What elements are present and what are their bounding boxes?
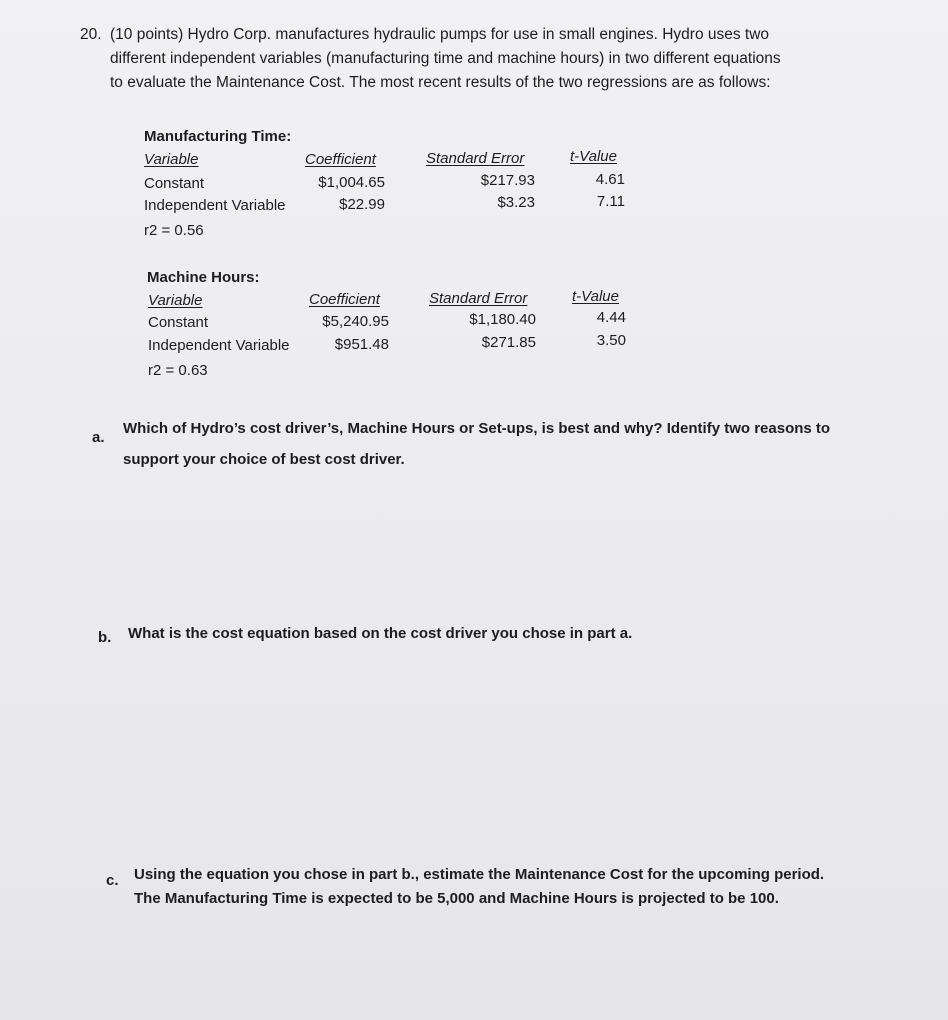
row-independent-variable: Independent Variable xyxy=(148,337,290,354)
header-standard-error: Standard Error xyxy=(429,290,528,307)
header-standard-error: Standard Error xyxy=(426,150,525,167)
part-c-label: c. xyxy=(106,872,119,889)
row-constant-variable: Constant xyxy=(144,175,205,192)
part-a-line-2: support your choice of best cost driver. xyxy=(123,451,405,468)
row-independent-coefficient: $22.99 xyxy=(339,196,385,213)
part-c-line-2: The Manufacturing Time is expected to be 5,000 and Machine Hours is projected to be 100. xyxy=(134,890,779,907)
row-independent-t-value: 7.11 xyxy=(596,193,625,210)
row-independent-std-error: $271.85 xyxy=(481,334,536,351)
question-number: 20. xyxy=(80,26,102,43)
row-independent-variable: Independent Variable xyxy=(144,197,286,214)
header-coefficient: Coefficient xyxy=(305,151,376,168)
header-variable: Variable xyxy=(148,292,203,309)
regression-title-manufacturing-time: Manufacturing Time: xyxy=(144,128,292,145)
row-constant-coefficient: $1,004.65 xyxy=(318,174,385,191)
header-t-value: t-Value xyxy=(572,288,619,305)
question-intro-line-3: to evaluate the Maintenance Cost. The most recent results of the two regressions are as follows: xyxy=(110,74,771,91)
header-variable: Variable xyxy=(144,151,199,168)
row-constant-t-value: 4.44 xyxy=(596,309,626,326)
row-constant-std-error: $217.93 xyxy=(480,172,535,189)
row-constant-std-error: $1,180.40 xyxy=(469,311,536,328)
part-b-label: b. xyxy=(98,629,112,646)
question-intro-line-2: different independent variables (manufacturing time and machine hours) in two different equations xyxy=(110,50,781,67)
row-independent-t-value: 3.50 xyxy=(596,332,626,349)
row-constant-t-value: 4.61 xyxy=(595,171,625,188)
part-a-label: a. xyxy=(92,429,105,446)
question-intro-line-1: (10 points) Hydro Corp. manufactures hydraulic pumps for use in small engines. Hydro uses two xyxy=(110,26,770,43)
header-coefficient: Coefficient xyxy=(309,291,380,308)
row-constant-coefficient: $5,240.95 xyxy=(322,313,389,330)
row-independent-std-error: $3.23 xyxy=(497,194,535,211)
header-t-value: t-Value xyxy=(570,148,617,165)
part-b-line-1: What is the cost equation based on the cost driver you chose in part a. xyxy=(128,625,633,642)
part-a-line-1: Which of Hydro’s cost driver’s, Machine Hours or Set-ups, is best and why? Identify two reasons to xyxy=(123,420,831,437)
part-c-line-1: Using the equation you chose in part b., estimate the Maintenance Cost for the upcoming period. xyxy=(134,866,825,883)
r-squared-value: r2 = 0.56 xyxy=(144,222,204,239)
row-independent-coefficient: $951.48 xyxy=(334,336,389,353)
regression-title-machine-hours: Machine Hours: xyxy=(147,269,260,286)
r-squared-value: r2 = 0.63 xyxy=(148,362,208,379)
row-constant-variable: Constant xyxy=(148,314,209,331)
